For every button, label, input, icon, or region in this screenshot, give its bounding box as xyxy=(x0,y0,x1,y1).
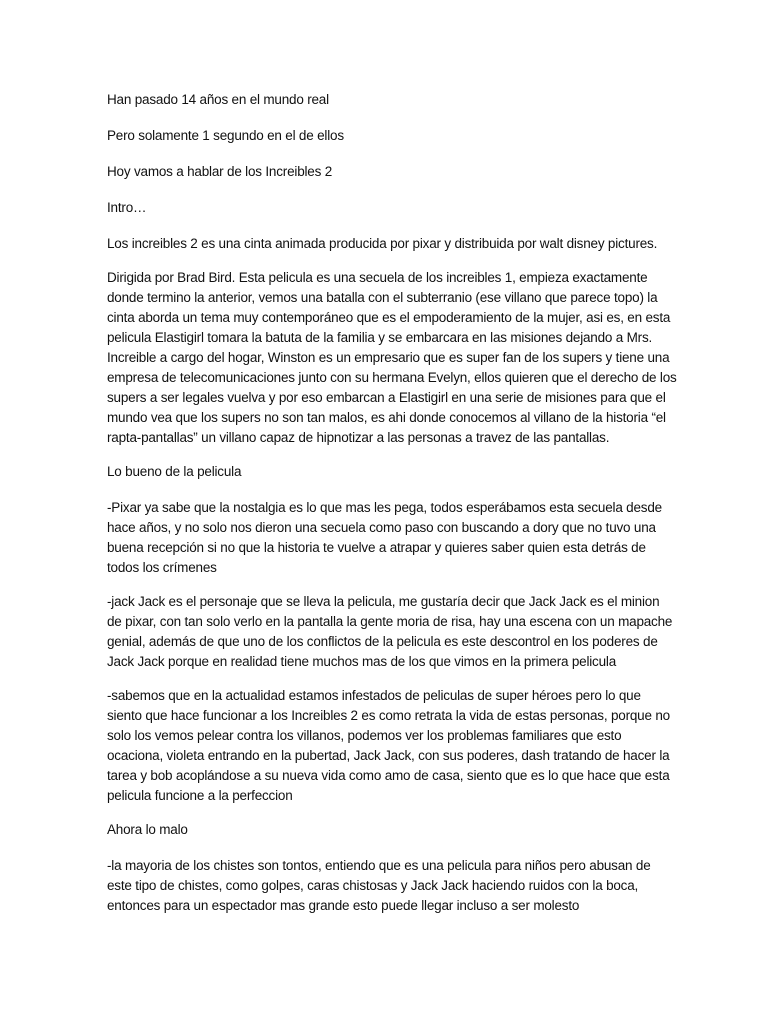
section-heading-bad: Ahora lo malo xyxy=(107,822,188,837)
document-paragraph: -sabemos que en la actualidad estamos infestados de peliculas de super héroes pero lo que siento que hace funcionar a los Increibles 2 es como retrata la vida de estas personas, porque no solo los vemos pelear contra los villanos, podemos ver los problemas familiares que esto ocaciona, violeta entrando en la pubertad, Jack Jack, con sus poderes, dash tratando de hacer la tarea y bob acoplándose a su nueva vida como amo de casa, siento que es lo que hace que esta pelicula funcione a la perfeccion xyxy=(107,688,670,803)
document-line: Pero solamente 1 segundo en el de ellos xyxy=(107,128,344,143)
section-heading-intro: Intro… xyxy=(107,200,147,215)
section-heading-good: Lo bueno de la pelicula xyxy=(107,464,242,479)
document-paragraph: Los increibles 2 es una cinta animada producida por pixar y distribuida por walt disney pictures. xyxy=(107,236,658,251)
document-line: Han pasado 14 años en el mundo real xyxy=(107,92,329,107)
document-line: Hoy vamos a hablar de los Increibles 2 xyxy=(107,164,333,179)
document-paragraph: -Pixar ya sabe que la nostalgia es lo que mas les pega, todos esperábamos esta secuela desde hace años, y no solo nos dieron una secuela como paso con buscando a dory que no tuvo una buena recepción si no que la historia te vuelve a atrapar y quieres saber quien esta detrás de todos los crímenes xyxy=(107,500,662,575)
document-paragraph: -la mayoria de los chistes son tontos, entiendo que es una pelicula para niños pero abusan de este tipo de chistes, como golpes, caras chistosas y Jack Jack haciendo ruidos con la boca, entonces para un espectador mas grande esto puede llegar incluso a ser molesto xyxy=(107,858,651,913)
document-paragraph: Dirigida por Brad Bird. Esta pelicula es una secuela de los increibles 1, empieza exactamente donde termino la anterior, vemos una batalla con el subterranio (ese villano que parece topo) la cinta aborda un tema muy contemporáneo que es el empoderamiento de la mujer, asi es, en esta pelicula Elastigirl tomara la batuta de la familia y se embarcara en las misiones dejando a Mrs. Increible a cargo del hogar, Winston es un empresario que es super fan de los supers y tiene una empresa de telecomunicaciones junto con su hermana Evelyn, ellos quieren que el derecho de los supers a ser legales vuelva y por eso embarcan a Elastigirl en una serie de misiones para que el mundo vea que los supers no son tan malos, es ahi donde conocemos al villano de la historia “el rapta-pantallas” un villano capaz de hipnotizar a las personas a travez de las pantallas. xyxy=(107,270,677,445)
document-paragraph: -jack Jack es el personaje que se lleva la pelicula, me gustaría decir que Jack Jack es el minion de pixar, con tan solo verlo en la pantalla la gente moria de risa, hay una escena con un mapache genial, además de que uno de los conflictos de la pelicula es este descontrol en los poderes de Jack Jack porque en realidad tiene muchos mas de los que vimos en la primera pelicula xyxy=(107,594,673,669)
